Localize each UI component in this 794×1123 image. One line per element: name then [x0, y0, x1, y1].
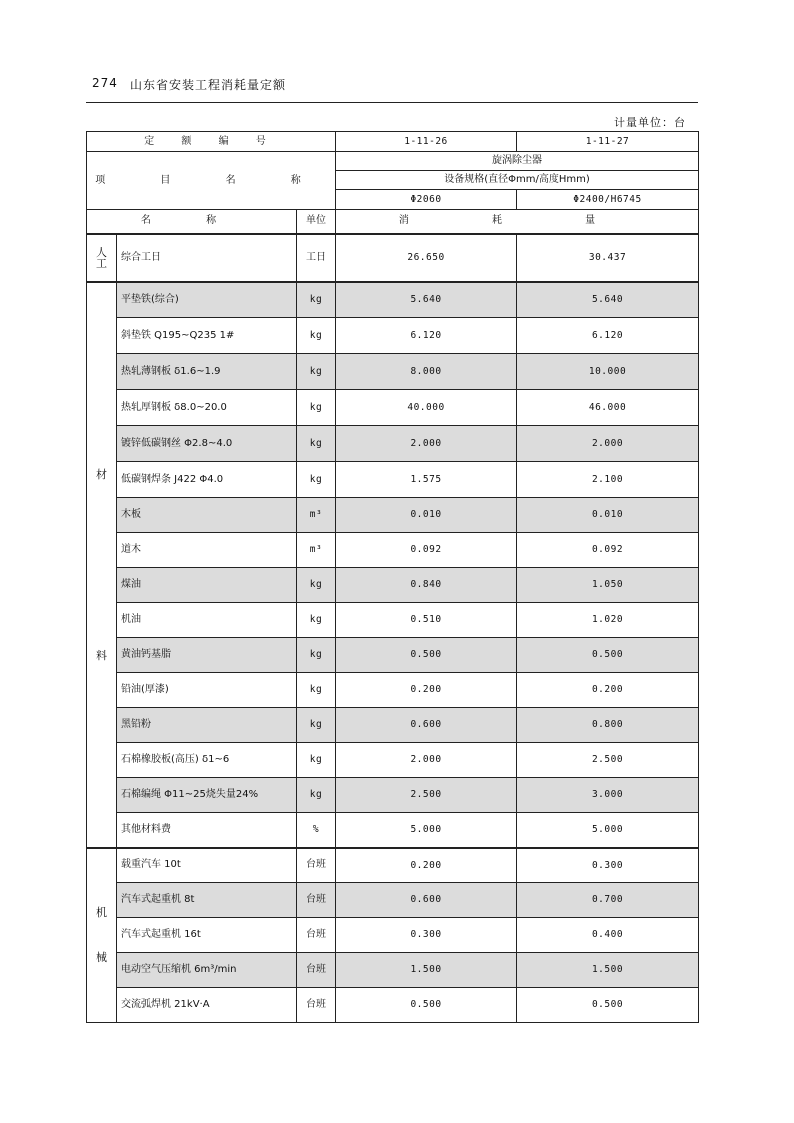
material-unit: %	[297, 813, 336, 848]
material-name: 低碳钢焊条 J422 Φ4.0	[117, 462, 297, 498]
machine-value-1: 0.200	[336, 848, 517, 883]
material-value-1: 0.510	[336, 603, 517, 638]
material-value-2: 0.092	[517, 533, 699, 568]
material-row	[87, 603, 699, 638]
material-value-2: 1.050	[517, 568, 699, 603]
material-unit: kg	[297, 743, 336, 778]
material-value-2: 2.100	[517, 462, 699, 498]
machine-value-2: 0.300	[517, 848, 699, 883]
material-value-1: 5.640	[336, 282, 517, 318]
project-name-label: 项 目 名 称	[87, 152, 336, 210]
material-value-2: 1.020	[517, 603, 699, 638]
machine-name: 汽车式起重机 8t	[117, 883, 297, 918]
machine-name: 汽车式起重机 16t	[117, 918, 297, 953]
material-unit: kg	[297, 778, 336, 813]
spec-2: Φ2400/H6745	[517, 190, 699, 210]
machine-row	[87, 883, 699, 918]
machine-row	[87, 988, 699, 1023]
material-name: 斜垫铁 Q195~Q235 1#	[117, 318, 297, 354]
material-value-1: 2.000	[336, 426, 517, 462]
machine-value-1: 0.500	[336, 988, 517, 1023]
material-name: 机油	[117, 603, 297, 638]
material-value-1: 0.500	[336, 638, 517, 673]
unit-note: 计量单位：台	[614, 116, 686, 129]
material-value-2: 5.640	[517, 282, 699, 318]
machine-value-2: 0.700	[517, 883, 699, 918]
material-row	[87, 354, 699, 390]
material-name: 石棉橡胶板(高压) δ1~6	[117, 743, 297, 778]
quota-code-2: 1-11-27	[517, 132, 699, 152]
quota-table	[86, 131, 699, 1023]
material-unit: m³	[297, 533, 336, 568]
material-value-2: 2.000	[517, 426, 699, 462]
material-unit: kg	[297, 282, 336, 318]
category-labor-char-1: 人	[96, 245, 107, 259]
material-row	[87, 813, 699, 848]
material-value-2: 0.800	[517, 708, 699, 743]
machine-unit: 台班	[297, 883, 336, 918]
material-unit: kg	[297, 462, 336, 498]
material-value-2: 5.000	[517, 813, 699, 848]
page-header	[86, 74, 698, 103]
machine-value-2: 1.500	[517, 953, 699, 988]
machine-row	[87, 918, 699, 953]
material-value-1: 0.010	[336, 498, 517, 533]
material-name: 黑铅粉	[117, 708, 297, 743]
machine-row	[87, 953, 699, 988]
material-name: 其他材料费	[117, 813, 297, 848]
material-unit: kg	[297, 318, 336, 354]
material-unit: m³	[297, 498, 336, 533]
material-value-2: 6.120	[517, 318, 699, 354]
material-name: 道木	[117, 533, 297, 568]
machine-unit: 台班	[297, 953, 336, 988]
page-number: 274	[92, 76, 118, 90]
material-value-2: 10.000	[517, 354, 699, 390]
machine-value-1: 0.300	[336, 918, 517, 953]
category-material-char-2: 料	[96, 648, 107, 662]
material-unit: kg	[297, 568, 336, 603]
material-name: 石棉编绳 Φ11~25烧失量24%	[117, 778, 297, 813]
column-name-header: 名 称	[87, 210, 297, 234]
material-row	[87, 282, 699, 318]
machine-value-2: 0.500	[517, 988, 699, 1023]
machine-name: 电动空气压缩机 6m³/min	[117, 953, 297, 988]
material-value-1: 2.000	[336, 743, 517, 778]
material-unit: kg	[297, 603, 336, 638]
material-value-1: 0.600	[336, 708, 517, 743]
material-row	[87, 638, 699, 673]
category-labor	[87, 234, 117, 282]
column-consumption-header: 消 耗 量	[336, 210, 699, 234]
category-machine-char-2: 械	[96, 951, 107, 965]
material-value-1: 40.000	[336, 390, 517, 426]
material-value-1: 0.092	[336, 533, 517, 568]
material-value-2: 46.000	[517, 390, 699, 426]
material-row	[87, 426, 699, 462]
machine-value-1: 1.500	[336, 953, 517, 988]
material-unit: kg	[297, 673, 336, 708]
material-value-1: 0.200	[336, 673, 517, 708]
material-unit: kg	[297, 390, 336, 426]
machine-name: 载重汽车 10t	[117, 848, 297, 883]
material-row	[87, 708, 699, 743]
material-value-2: 0.200	[517, 673, 699, 708]
labor-item-name: 综合工日	[117, 234, 297, 282]
labor-item-unit: 工日	[297, 234, 336, 282]
material-value-1: 5.000	[336, 813, 517, 848]
spec-1: Φ2060	[336, 190, 517, 210]
material-value-2: 0.500	[517, 638, 699, 673]
material-row	[87, 673, 699, 708]
equipment-name: 旋涡除尘器	[336, 152, 699, 171]
material-unit: kg	[297, 426, 336, 462]
material-name: 木板	[117, 498, 297, 533]
category-labor-char-2: 工	[96, 256, 107, 270]
material-name: 黄油钙基脂	[117, 638, 297, 673]
machine-name: 交流弧焊机 21kV·A	[117, 988, 297, 1023]
material-row	[87, 318, 699, 354]
material-name: 热轧薄钢板 δ1.6~1.9	[117, 354, 297, 390]
material-value-1: 8.000	[336, 354, 517, 390]
material-value-1: 6.120	[336, 318, 517, 354]
labor-item-value-1: 26.650	[336, 234, 517, 282]
material-row	[87, 533, 699, 568]
material-row	[87, 390, 699, 426]
material-value-1: 2.500	[336, 778, 517, 813]
machine-unit: 台班	[297, 848, 336, 883]
material-name: 煤油	[117, 568, 297, 603]
machine-unit: 台班	[297, 918, 336, 953]
machine-row	[87, 848, 699, 883]
category-machine	[87, 848, 117, 1023]
material-unit: kg	[297, 638, 336, 673]
material-row	[87, 778, 699, 813]
equipment-spec-label: 设备规格(直径Φmm/高度Hmm)	[336, 171, 699, 190]
material-unit: kg	[297, 708, 336, 743]
quota-code-1: 1-11-26	[336, 132, 517, 152]
quota-code-label: 定 额 编 号	[87, 132, 336, 152]
machine-value-1: 0.600	[336, 883, 517, 918]
material-row	[87, 743, 699, 778]
material-row	[87, 568, 699, 603]
book-title: 山东省安装工程消耗量定额	[130, 78, 287, 92]
material-value-1: 0.840	[336, 568, 517, 603]
category-material	[87, 282, 117, 848]
material-value-2: 3.000	[517, 778, 699, 813]
category-machine-char-1: 机	[96, 906, 107, 920]
material-name: 平垫铁(综合)	[117, 282, 297, 318]
material-name: 铅油(厚漆)	[117, 673, 297, 708]
material-row	[87, 498, 699, 533]
material-value-1: 1.575	[336, 462, 517, 498]
machine-value-2: 0.400	[517, 918, 699, 953]
column-unit-header: 单位	[297, 210, 336, 234]
machine-unit: 台班	[297, 988, 336, 1023]
material-unit: kg	[297, 354, 336, 390]
material-row	[87, 462, 699, 498]
material-name: 热轧厚钢板 δ8.0~20.0	[117, 390, 297, 426]
material-value-2: 0.010	[517, 498, 699, 533]
labor-item-value-2: 30.437	[517, 234, 699, 282]
material-name: 镀锌低碳钢丝 Φ2.8~4.0	[117, 426, 297, 462]
material-value-2: 2.500	[517, 743, 699, 778]
category-material-char-1: 材	[96, 467, 107, 481]
